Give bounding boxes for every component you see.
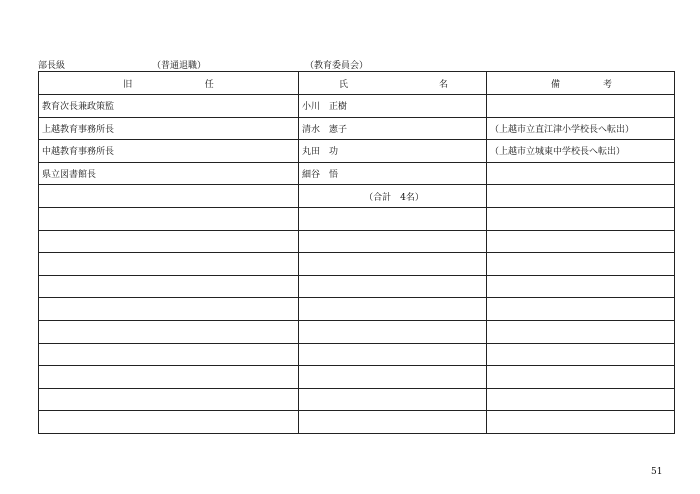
- empty-cell: [39, 275, 299, 298]
- column-header-char: 名: [438, 79, 448, 90]
- column-header-char: 備: [551, 79, 561, 90]
- table-row: [39, 95, 675, 118]
- empty-cell: [487, 366, 675, 389]
- table-row: [39, 162, 675, 185]
- empty-cell: [299, 298, 487, 321]
- empty-cell: [39, 230, 299, 253]
- empty-cell: [299, 253, 487, 276]
- empty-row: [39, 230, 675, 253]
- empty-cell: [39, 298, 299, 321]
- former-post-cell: 中越教育事務所長: [39, 140, 299, 163]
- empty-cell: [299, 388, 487, 411]
- column-header-former-post: [39, 72, 299, 95]
- empty-cell: [487, 207, 675, 230]
- total-count-cell: （合計 4名）: [299, 185, 487, 208]
- remarks-cell: （上越市立直江津小学校長へ転出）: [487, 117, 675, 140]
- column-header-char: 考: [602, 79, 612, 90]
- empty-cell: [39, 366, 299, 389]
- column-header-char: 任: [204, 79, 214, 90]
- former-post-cell: [39, 185, 299, 208]
- empty-cell: [299, 411, 487, 434]
- empty-cell: [39, 320, 299, 343]
- former-post-cell: 教育次長兼政策監: [39, 95, 299, 118]
- column-header-remarks: [487, 72, 675, 95]
- empty-row: [39, 207, 675, 230]
- remarks-cell: [487, 185, 675, 208]
- empty-cell: [487, 253, 675, 276]
- former-post-cell: 上越教育事務所長: [39, 117, 299, 140]
- remarks-cell: [487, 95, 675, 118]
- empty-cell: [299, 343, 487, 366]
- column-header-name: [299, 72, 487, 95]
- empty-cell: [39, 207, 299, 230]
- person-name-cell: 小川 正樹: [299, 95, 487, 118]
- table-row: [39, 117, 675, 140]
- remarks-cell: [487, 162, 675, 185]
- empty-cell: [39, 411, 299, 434]
- empty-cell: [487, 230, 675, 253]
- empty-row: [39, 343, 675, 366]
- empty-cell: [299, 207, 487, 230]
- empty-row: [39, 275, 675, 298]
- empty-row: [39, 298, 675, 321]
- empty-cell: [299, 320, 487, 343]
- table-header-row: [39, 72, 675, 95]
- former-post-cell: 県立図書館長: [39, 162, 299, 185]
- empty-row: [39, 253, 675, 276]
- personnel-table: [38, 71, 675, 434]
- table-row: [39, 140, 675, 163]
- empty-cell: [487, 320, 675, 343]
- empty-cell: [299, 230, 487, 253]
- empty-cell: [487, 275, 675, 298]
- remarks-cell: （上越市立城東中学校長へ転出）: [487, 140, 675, 163]
- category-label: 部長級: [38, 61, 66, 71]
- empty-row: [39, 411, 675, 434]
- page-number: 51: [651, 467, 663, 477]
- empty-cell: [487, 298, 675, 321]
- person-name-cell: 丸田 功: [299, 140, 487, 163]
- empty-cell: [39, 343, 299, 366]
- empty-cell: [487, 343, 675, 366]
- empty-cell: [39, 253, 299, 276]
- empty-cell: [487, 388, 675, 411]
- empty-row: [39, 366, 675, 389]
- column-header-char: 旧: [123, 79, 133, 90]
- empty-row: [39, 320, 675, 343]
- empty-cell: [299, 366, 487, 389]
- person-name-cell: 細谷 悟: [299, 162, 487, 185]
- retirement-type-label: （普通退職）: [152, 61, 207, 71]
- blank-rows: [39, 207, 675, 433]
- empty-row: [39, 388, 675, 411]
- person-name-cell: 清水 憲子: [299, 117, 487, 140]
- column-header-char: 氏: [339, 79, 349, 90]
- organization-label: （教育委員会）: [305, 61, 369, 71]
- total-row: [39, 185, 675, 208]
- empty-cell: [487, 411, 675, 434]
- empty-cell: [299, 275, 487, 298]
- empty-cell: [39, 388, 299, 411]
